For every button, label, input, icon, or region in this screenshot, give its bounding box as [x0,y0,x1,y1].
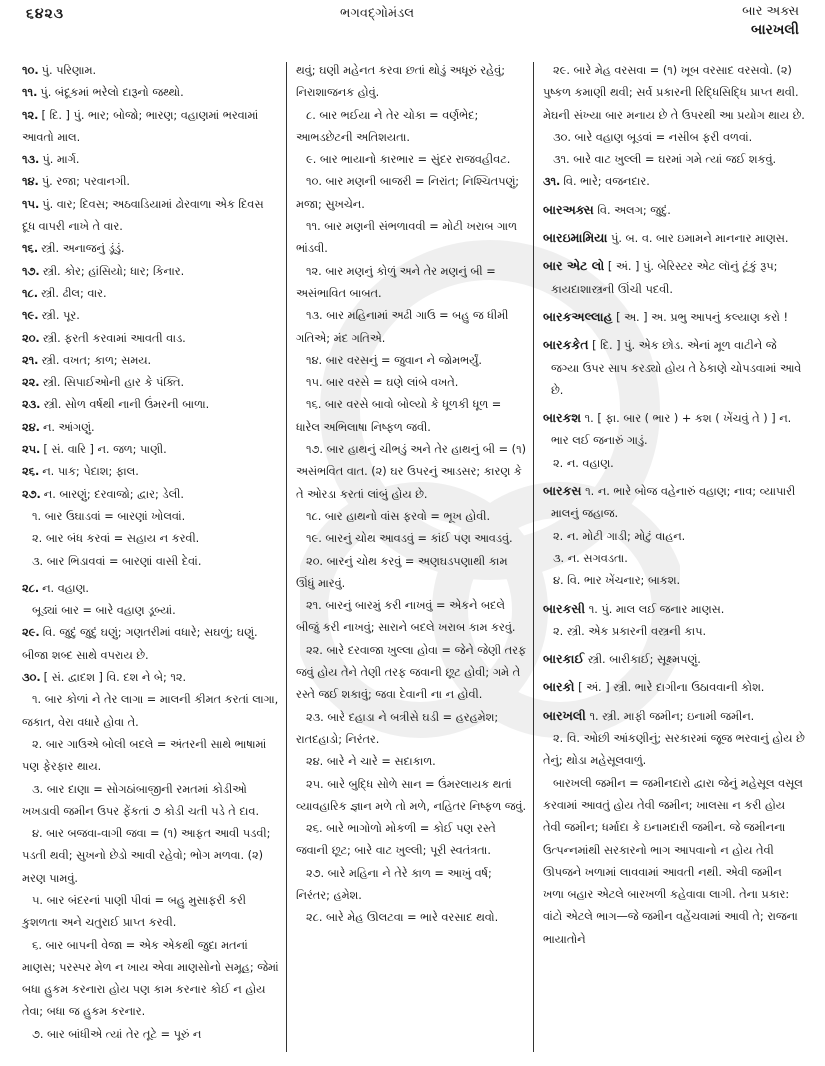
sense-number: ૩૧. [543,175,561,189]
column-divider [533,62,534,1052]
continued-text-body: થવું; ઘણી મહેનત કરવા છતાં થોડું અધૂરું રહેવું; નિરાશાજનક હોવું. [296,64,506,100]
sense-number: ૨૫. [22,443,41,457]
idiom-entry [22,551,280,573]
idiom-text: ૮. બાર ભઈયા ને તેર ચોકા = વર્ણભેદ; આભડછેટની અતિશયતા. [296,108,479,144]
sense-definition: સ્ત્રી. સોળ વર્ષથી નાની ઉંમરની બાળા. [43,398,210,412]
sense-entry [22,283,280,305]
idiom-entry [296,774,528,819]
sense-definition: પું. રજા; પરવાનગી. [41,175,131,189]
headword: બારકો [543,679,575,695]
idiom-entry [22,528,280,550]
headword: બારકઅલ્લાહ [543,308,613,324]
idiom-text: ૨૮. બારે મેહ ઊલટવા = ભારે વરસાદ થવો. [306,911,499,925]
idiom-text: ૨૦. બારનું ચોથ કરવું = અણઘડપણાથી કામ ઊંધું મારવું. [296,554,508,590]
idiom-text: ૩. બાર ભિડાવવાં = બારણાં વાસી દેવાં. [32,554,202,568]
idiom-entry [22,506,280,528]
idiom-entry [22,600,280,622]
sense-entry [22,439,280,461]
idiom-text: બારખલી જમીન = જમીનદારો દ્વારા જેનું મહેસૂલ વસૂલ કરવામાં આવતું હોય તેવી જમીન; ખાલસા ન કરી હોય તેવી જમીન; ધર્માદા કે ઇનામદારી જમીન. જે જમીનના ઉત્પન્નમાંથી સરકારનો ભાગ આપવાનો ન હોય તેવી ઊપજને ખળામાં લાવવામાં આવતી નથી. એવી જમીન ખળા બહાર એટલે બારખળી કહેવાવા લાગી. તેના પ્રકાર: વાંટો એટલે ભાગ—જે જમીન વહેંચવામાં આવી તે; રાજના ભાયાતોને [543,776,803,946]
idiom-text: ૧૬. બાર વરસે બાવો બોલ્યો કે ધૂળકી ધૂળ = ધારેલ અભિલાષા નિષ્ફળ જવી. [296,398,502,434]
headword-definition: ૧. પું. માલ લઈ જનાર માણસ. [588,602,725,616]
headword-entry [543,334,805,402]
idiom-text: ૧. બાર ઉઘાડવાં = બારણાં ખોલવાં. [32,509,186,523]
sense-definition: પું. બંદૂકમાં ભરેલો દારૂનો જથ્થો. [40,86,184,100]
idiom-entry [296,305,528,350]
headword: બારકકેત [543,337,589,353]
idiom-text: ૩. બાર દાણા = સોગઠાંબાજીની રમતમાં કોડીઓ ખખડાવી જમીન ઉપર ફેંકતાં ૭ કોડી ચતી પડે તે દાવ. [22,782,260,818]
idiom-entry [296,506,528,528]
sense-entry [22,350,280,372]
idiom-text: ૧૪. બાર વરસનું = જુવાન ને જોમભર્યું. [306,353,482,367]
sense-number: ૩૦. [22,671,41,685]
continued-text [296,60,528,105]
idiom-entry [543,570,805,592]
sense-definition: ન. પાક; પેદાશ; ફાલ. [42,465,139,479]
sense-number: ૧૭. [22,264,40,278]
idiom-entry [296,907,528,929]
idiom-text: ૪. બાર બજવા-વાગી જવા = (૧) આફત આવી પડવી; પડતી થવી; સુખનો છેડો આવી રહેવો; ભોગ મળવા. (૨) મરણ પામવું. [22,827,271,885]
idiom-text: ૧૫. બાર વરસે = ઘણે લાંબે વખતે. [306,376,459,390]
headword-definition: ૧. ન. ભારે બોજ વહેનારું વહાણ; નાવ; વ્યાપારી માલનું જહાજ. [551,485,796,521]
sense-number: ૨૩. [22,398,41,412]
idiom-entry [22,689,280,734]
idiom-text: બૂડ્યાં બાર = બારે વહાણ ડૂબ્યાં. [32,604,176,618]
headword-definition: સ્ત્રી. બારીકાઈ; સૂક્ષ્મપણું. [587,653,701,667]
sense-entry [22,622,280,667]
idiom-entry [296,149,528,171]
idiom-entry [296,751,528,773]
idiom-text: ૧૩. બાર મહિનામાં અઢી ગાઉ = બહુ જ ધીમી ગતિએ; મંદ ગતિએ. [296,309,509,345]
sense-entry [22,394,280,416]
headword-entry [543,199,805,222]
idiom-entry [543,149,805,171]
idiom-entry [296,863,528,908]
idiom-text: ૨૨. બારે દરવાજા ખુલ્લા હોવા = જેને જેણી તરફ જવું હોય તેને તેણી તરફ જવાની છૂટ હોવી; ગમે તે રસ્તે જઈ શકાવું; જવા દેવાની ના ન હોવી. [296,643,527,702]
sense-entry [22,461,280,483]
headword-entry [543,255,805,301]
sense-entry [22,194,280,239]
idiom-text: ૨. ન. વહાણ. [553,456,614,470]
idiom-text: ૨૧. બારનું બારમું કરી નાખવું = એકને બદલે બીજું કરી નાખવું; સારાને બદલે ખરાબ કામ કરવું. [296,599,516,635]
sense-definition: ન. બારણું; દરવાજો; દ્વાર; ડેલી. [43,487,184,501]
sense-number: ૧૫. [22,197,40,211]
book-title: ભગવદ્ગોમંડલ [340,6,415,21]
idiom-entry [543,453,805,475]
sense-entry [22,484,280,506]
sense-entry [22,305,280,327]
sense-number: ૧૯. [22,309,39,323]
idiom-text: ૨૭. બારે મહિના ને તેરે કાળ = આખું વર્ષ; નિરંતર; હમેશ. [296,866,492,902]
sense-definition: વિ. જુદું જુદું ઘણું; ગણતરીમાં વધારે; સઘળું; ઘણું. બીજા શબ્દ સાથે વપરાય છે. [22,626,258,662]
sense-definition: પું. વાર; દિવસ; અઠવાડિયામાં ઢોરવાળા એક દિવસ દૂધ વાપરી નાખે તે વાર. [22,197,264,234]
sense-definition: [ દિ. ] પું. ભાર; બોજો; ભારણ; વહાણમાં ભરવામાં આવતો માલ. [22,108,259,144]
page-number: ૬૪૨૩ [26,6,65,22]
idiom-text: ૧૧. બાર મણની સંભળાવવી = મોટી ખરાબ ગાળ ભાંડવી. [296,220,517,256]
sense-number: ૧૮. [22,286,39,300]
idiom-entry [22,823,280,890]
headword: બારકાઈ [543,651,585,667]
idiom-text: ૯. બાર ભાયાનો કારભાર = સુંદર રાજવહીવટ. [306,153,511,167]
idiom-text: ૨૪. બારે ને ચારે = સદાકાળ. [306,755,436,769]
sense-number: ૧૪. [22,175,39,189]
idiom-text: ૧૯. બારનું ચોથ આવડવું = કાંઈ પણ આવડવું. [306,532,513,546]
idiom-entry [296,350,528,372]
headword-definition: ૧. સ્ત્રી. માફી જમીન; ઇનામી જમીન. [589,709,755,723]
idiom-entry [22,734,280,779]
sense-number: ૧૬. [22,242,39,256]
sense-definition: ન. વહાણ. [42,581,90,595]
idiom-text: ૧૨. બાર મણનું કોળું અને તેર મણનું બી = અસંભાવિત બાબત. [296,264,496,300]
sense-definition: સ્ત્રી. ઢીલ; વાર. [41,286,107,300]
sense-entry [543,171,805,193]
headword-entry [543,598,805,621]
sense-number: ૧૨. [22,108,39,122]
sense-entry [22,149,280,171]
idiom-entry [296,707,528,752]
idiom-entry [296,171,528,216]
headword-entry [543,407,805,453]
idiom-text: ૩૧. બારે વાટ ખુલ્લી = ઘરમાં ગમે ત્યાં જઈ શકવું. [553,153,777,167]
idiom-text: ૨. વિ. ઓછી આંકણીનું; સરકારમાં જૂજ ભરવાનું હોય છે તેનું; થોડા મહેસૂલવાળું. [543,732,805,768]
idiom-text: ૨૫. બારે બુદ્ધિ સોળે સાન = ઉંમરલાયક થતાં વ્યાવહારિક જ્ઞાન મળે તો મળે, નહિતર નિષ્ફળ જવું. [296,777,527,813]
idiom-entry [296,394,528,439]
sense-number: ૧૧. [22,86,38,100]
idiom-text: ૧૮. બાર હાથનો વાંસ ફરવો = ભૂખ હોવી. [306,509,491,523]
headword: બારઅક્સ [543,201,594,217]
idiom-entry [296,818,528,863]
sense-entry [22,328,280,350]
sense-number: ૨૮. [22,581,40,595]
column-middle [296,60,528,930]
idiom-entry [543,548,805,570]
headword: બારખલી [543,707,586,723]
sense-definition: સ્ત્રી. સિપાઈઓની હાર કે પંક્તિ. [42,376,185,390]
column-right [543,60,805,951]
idiom-text: ૧. બાર કોળાં ને તેર લાગા = માલની કીમત કરતાં લાગા, જકાત, વેરા વધારે હોવા તે. [22,693,279,729]
idiom-entry [22,935,280,1024]
sense-entry [22,171,280,193]
headword-definition: પું. બ. વ. બાર ઇમામને માનનાર માણસ. [611,232,789,246]
sense-entry [22,60,280,82]
idiom-text: ૧૦. બાર મણની બાજરી = નિરાંત; નિશ્ચિતપણું; મજા; સુખચેન. [296,175,520,211]
sense-number: ૨૧. [22,353,39,367]
sense-definition: સ્ત્રી. વખત; કાળ; સમય. [41,353,152,367]
page-header [0,0,825,60]
idiom-entry [543,526,805,548]
headword-definition: [ અ. ] અ. પ્રભુ આપનું કલ્યાણ કરો ! [616,310,789,324]
sense-entry [22,238,280,260]
sense-definition: [ સં. દ્વાદશ ] વિ. દશ ને બે; ૧૨. [43,671,187,685]
sense-definition: પું. માર્ગ. [42,153,80,167]
idiom-entry [296,372,528,394]
headword-entry [543,648,805,671]
idiom-entry [296,216,528,261]
headword: બાર એટ લો [543,258,605,274]
idiom-entry [22,1024,280,1046]
column-divider [286,62,287,1052]
sense-number: ૨૦. [22,331,40,345]
headword-entry [543,227,805,250]
idiom-entry [296,105,528,150]
headword-definition: [ અં. ] પું. બેરિસ્ટર એટ લૉનું ટૂંકું રૂપ; કાયદાશાસ્ત્રની ઊંચી પદવી. [551,260,778,296]
idiom-entry [296,261,528,306]
sense-definition: પું. પરિણામ. [41,64,97,77]
idiom-text: ૨. બાર ગાઉએ બોલી બદલે = અંતરની સાથે ભાષામાં પણ ફેરફાર થાય. [22,737,267,774]
sense-number: ૨૨. [22,376,40,390]
idiom-entry [22,890,280,935]
sense-number: ૨૯. [22,626,40,640]
headword-entry [543,705,805,728]
idiom-entry [543,127,805,149]
headword: બારકશ [543,410,582,426]
idiom-entry [296,640,528,707]
guide-word-last: બારખલી [750,22,799,38]
sense-number: ૨૬. [22,465,40,479]
idiom-entry [543,773,805,951]
sense-number: ૧૦. [22,64,39,77]
idiom-entry [296,439,528,506]
sense-number: ૨૭. [22,487,41,501]
idiom-text: ૨. બાર બંધ કરવાં = સહાય ન કરવી. [32,532,200,546]
headword-definition: [ દિ. ] પું. એક છોડ. એનાં મૂળ વાટીને જે જગ્યા ઉપર સાપ કરડ્યો હોય તે ઠેકાણે ચોપડવામાં આવે છે. [551,339,802,397]
headword: બારકસી [543,600,586,616]
idiom-text: ૨૯. બારે મેહ વરસવા = (૧) ખૂબ વરસાદ વરસવો. (૨) પુષ્કળ કમાણી થવી; સર્વ પ્રકારની રિદ્ધિસિદ્ધિ પ્રાપ્ત થવી. મેઘની સંખ્યા બાર મનાય છે તે ઉપરથી આ પ્રયોગ થાય છે. [543,64,805,122]
sense-entry [22,417,280,439]
sense-number: ૧૩. [22,153,40,167]
sense-definition: સ્ત્રી. પૂર. [41,309,80,323]
sense-number: ૨૪. [22,420,40,434]
idiom-text: ૫. બાર બંદરનાં પાણી પીવાં = બહુ મુસાફરી કરી કુશળતા અને ચતુરાઈ પ્રાપ્ત કરવી. [22,893,247,930]
idiom-text: ૩. ન. સગવડતા. [553,551,628,565]
headword-entry [543,306,805,329]
headword: બારકસ [543,483,582,499]
headword: બારઇમામિયા [543,230,608,246]
headword-definition: [ અં. ] સ્ત્રી. ભારે દાગીના ઉઠાવવાની કોશ. [578,681,765,695]
headword-definition: વિ. અલગ; જુદું. [597,203,671,217]
idiom-entry [543,728,805,773]
column-left [22,60,280,1046]
idiom-entry [543,60,805,127]
guide-word-first: બાર અક્સ [742,4,799,19]
idiom-text: ૨. સ્ત્રી. એક પ્રકારની વસ્ત્રની કાપ. [553,624,707,638]
idiom-entry [296,528,528,550]
idiom-entry [22,779,280,824]
idiom-text: ૨૩. બારે દહાડા ને બત્રીસે ઘડી = હરહમેશ; રાતદહાડો; નિરંતર. [296,710,499,746]
sense-definition: ન. આંગણું. [42,420,95,434]
headword-entry [543,676,805,699]
idiom-text: ૩૦. બારે વહાણ બૂડવાં = નસીબ ફરી વળવાં. [553,130,753,144]
sense-definition: વિ. ભારે; વજનદાર. [563,175,650,189]
idiom-text: ૪. વિ. ભાર ખેંચનાર; બાકશ. [553,574,681,588]
sense-entry [22,105,280,150]
sense-entry [22,578,280,600]
headword-entry [543,480,805,526]
idiom-text: ૬. બાર બાપની વેજા = એક એકથી જુદા મતનાં માણસ; પરસ્પર મેળ ન ખાય એવા માણસોનો સમૂહ; જેમાં બધા હુકમ કરનારા હોય પણ કામ કરનાર કોઈ ન હોય તેવા; બધા જ હુકમ કરનાર. [22,938,279,1019]
idiom-entry [543,621,805,643]
sense-definition: [ સં. વારિ ] ન. જળ; પાણી. [43,443,167,457]
idiom-entry [296,551,528,596]
idiom-text: ૭. બાર બાંધીએ ત્યાં તેર તૂટે = પૂરું ન [32,1027,202,1041]
sense-entry [22,82,280,104]
idiom-text: ૨૬. બારે ભાગોળો મોકળી = કોઈ પણ રસ્તે જવાની છૂટ; બારે વાટ ખુલ્લી; પૂરી સ્વતંત્રતા. [296,822,496,858]
idiom-entry [296,595,528,640]
idiom-text: ૧૭. બાર હાથનું ચીભડું અને તેર હાથનું બી = (૧) અસંભવિત વાત. (૨) ઘર ઉપરનું આડસર; કારણ કે તે ઓરડા કરતાં લાંબું હોય છે. [296,443,527,501]
idiom-text: ૨. ન. મોટી ગાડી; મોટું વાહન. [553,529,686,543]
sense-definition: સ્ત્રી. ફરતી કરવામાં આવતી વાડ. [42,331,186,345]
headword-definition: ૧. [ ફા. બાર ( ભાર ) + કશ ( ખેંચવું તે ) ] ન. ભાર લઈ જનારું ગાડું. [551,412,792,448]
sense-definition: સ્ત્રી. અનાજનું ડૂંડું. [41,242,125,256]
sense-entry [22,261,280,283]
sense-entry [22,667,280,689]
sense-definition: સ્ત્રી. કોર; હાંસિયો; ધાર; કિનાર. [42,264,185,278]
sense-entry [22,372,280,394]
